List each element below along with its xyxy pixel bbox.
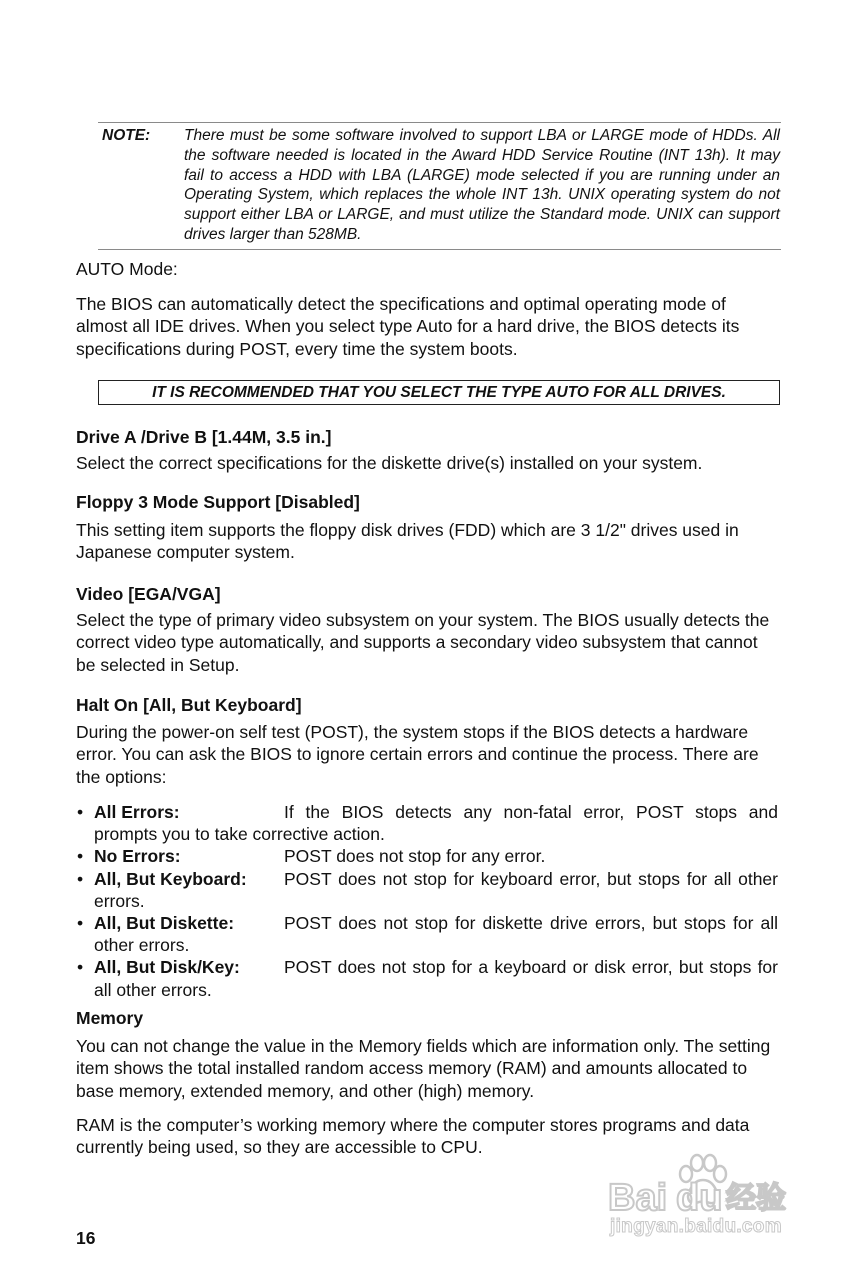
option-desc: POST does not stop for keyboard error, but stops for all other errors. [94, 868, 778, 911]
floppy-section-title: Floppy 3 Mode Support [Disabled] [76, 492, 360, 512]
option-term: All, But Keyboard: [94, 868, 247, 889]
memory-section-body-2: RAM is the computer’s working memory where the computer stores programs and data currently being used, so they are accessible to CPU. [76, 1115, 750, 1158]
brand-right: du [676, 1177, 723, 1219]
auto-mode-body: The BIOS can automatically detect the specifications and optimal operating mode of almost all IDE drives. When you select type Auto for a hard drive, the BIOS detects its specifications during POST, every time the system boots. [76, 294, 740, 359]
bullet: • [77, 802, 84, 822]
video-section-title: Video [EGA/VGA] [76, 584, 221, 604]
note-box [98, 122, 781, 250]
memory-section-body: You can not change the value in the Memory fields which are information only. The setting item shows the total installed random access memory (RAM) and amounts allocated to base memory, extended memory, and other (high) memory. [76, 1036, 771, 1101]
memory-section-title: Memory [76, 1008, 144, 1028]
watermark [608, 1150, 808, 1250]
brand-cn: 经验 [726, 1182, 786, 1215]
bullet: • [77, 846, 84, 867]
list-item [76, 868, 778, 912]
option-desc: POST does not stop for diskette drive errors, but stops for all other errors. [94, 913, 778, 956]
halt-options-list [76, 801, 778, 1001]
option-desc: POST does not stop for any error. [284, 846, 546, 867]
option-term: All, But Disk/Key: [94, 957, 240, 978]
option-term: No Errors: [94, 846, 181, 867]
halt-section-body: During the power-on self test (POST), the system stops if the BIOS detects a hardware error. You can ask the BIOS to ignore certain errors and continue the process. There are the options: [76, 722, 759, 787]
note-text: There must be some software involved to support LBA or LARGE mode of HDDs. All the software needed is located in the Award HDD Service Routine (INT 13h). It may fail to access a HDD with LBA (LARGE) mode selected if you are running under an Operating System, which replaces the whole INT 13h. UNIX operating system do not support either LBA or LARGE, and must utilize the Standard mode. UNIX can support drives larger than 528MB. [184, 127, 780, 243]
list-item [76, 956, 778, 1000]
list-item [76, 845, 778, 867]
bullet: • [77, 868, 84, 889]
recommendation-box: IT IS RECOMMENDED THAT YOU SELECT THE TYPE AUTO FOR ALL DRIVES. [98, 380, 780, 405]
page-number: 16 [76, 1228, 96, 1248]
video-section-body: Select the type of primary video subsystem on your system. The BIOS usually detects the correct video type automatically, and supports a secondary video subsystem that cannot be selected in Setup. [76, 610, 770, 675]
drive-section-body: Select the correct specifications for the diskette drive(s) installed on your system. [76, 453, 703, 473]
brand-left: Bai [608, 1177, 668, 1219]
list-item [76, 912, 778, 956]
drive-section-title: Drive A /Drive B [1.44M, 3.5 in.] [76, 427, 332, 447]
bullet: • [77, 913, 84, 934]
option-desc: If the BIOS detects any non-fatal error, POST stops and prompts you to take corrective action. [94, 802, 778, 845]
auto-mode-title: AUTO Mode: [76, 259, 178, 279]
option-desc: POST does not stop for a keyboard or disk error, but stops for all other errors. [94, 957, 778, 1000]
note-label: NOTE: [102, 127, 151, 144]
option-term: All, But Diskette: [94, 913, 235, 934]
option-term: All Errors: [94, 802, 180, 822]
halt-section-title: Halt On [All, But Keyboard] [76, 695, 302, 715]
watermark-url: jingyan.baidu.com [610, 1216, 782, 1237]
list-item [76, 801, 778, 845]
bullet: • [77, 957, 84, 978]
baidu-logo [608, 1172, 804, 1220]
floppy-section-body: This setting item supports the floppy disk drives (FDD) which are 3 1/2" drives used in Japanese computer system. [76, 520, 739, 563]
